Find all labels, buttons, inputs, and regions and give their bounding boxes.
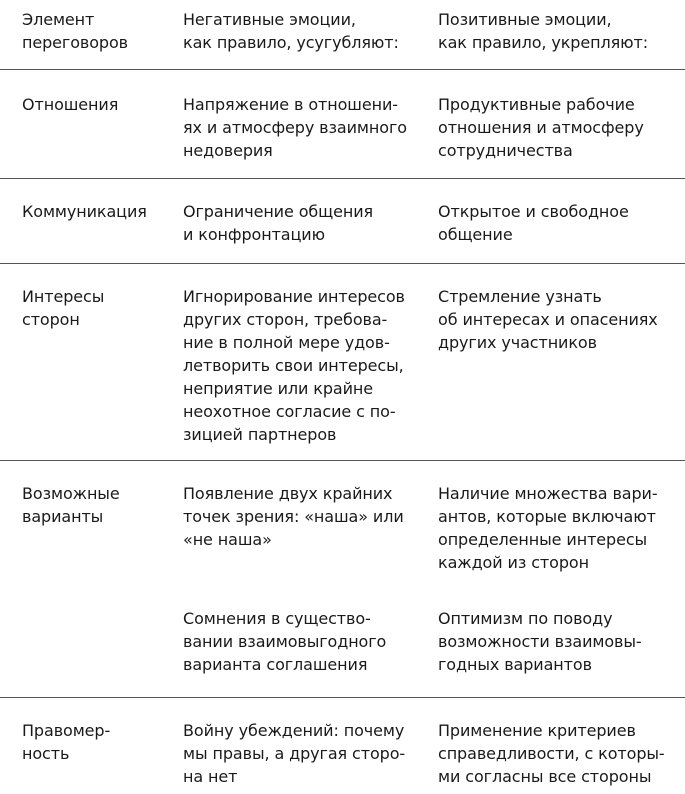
row-options-negative: Появление двух крайних точек зрения: «наша» или «не наша» <box>183 484 404 549</box>
row-divider <box>0 460 685 461</box>
row-communication-negative: Ограничение общения и конфронтацию <box>183 202 374 244</box>
row-interests-element: Интересы сторон <box>22 287 105 329</box>
row-relations-negative: Напряжение в отношени- ях и атмосферу взаимного недоверия <box>183 95 407 160</box>
row-options-positive-2: Оптимизм по поводу возможности взаимовы- годных вариантов <box>438 609 642 674</box>
header-divider <box>0 69 685 70</box>
row-relations-element: Отношения <box>22 95 119 114</box>
row-legitimacy-element: Правомер- ность <box>22 721 111 763</box>
row-communication-positive: Открытое и свободное общение <box>438 202 629 244</box>
header-element: Элемент переговоров <box>22 10 128 52</box>
row-divider <box>0 697 685 698</box>
row-legitimacy-positive: Применение критериев справедливости, с которы- ми согласны все стороны <box>438 721 665 786</box>
row-interests-negative: Игнорирование интересов других сторон, требова- ние в полной мере удов- летворить свои интересы, неприятие или крайне неохотное согласие с по- зицией партнеров <box>183 287 405 444</box>
row-options-positive: Наличие множества вари- антов, которые включают определенные интересы каждой из сторон <box>438 484 658 572</box>
header-positive: Позитивные эмоции, как правило, укрепляют: <box>438 10 648 52</box>
row-options-element: Возможные варианты <box>22 484 120 526</box>
row-options-negative-2: Сомнения в существо- вании взаимовыгодного варианта соглашения <box>183 609 387 674</box>
header-negative: Негативные эмоции, как правило, усугубляют: <box>183 10 399 52</box>
row-relations-positive: Продуктивные рабочие отношения и атмосферу сотрудничества <box>438 95 644 160</box>
row-legitimacy-negative: Войну убеждений: почему мы правы, а другая сторо- на нет <box>183 721 406 786</box>
row-interests-positive: Стремление узнать об интересах и опасениях других участников <box>438 287 658 352</box>
row-communication-element: Коммуникация <box>22 202 147 221</box>
row-divider <box>0 263 685 264</box>
row-divider <box>0 178 685 179</box>
